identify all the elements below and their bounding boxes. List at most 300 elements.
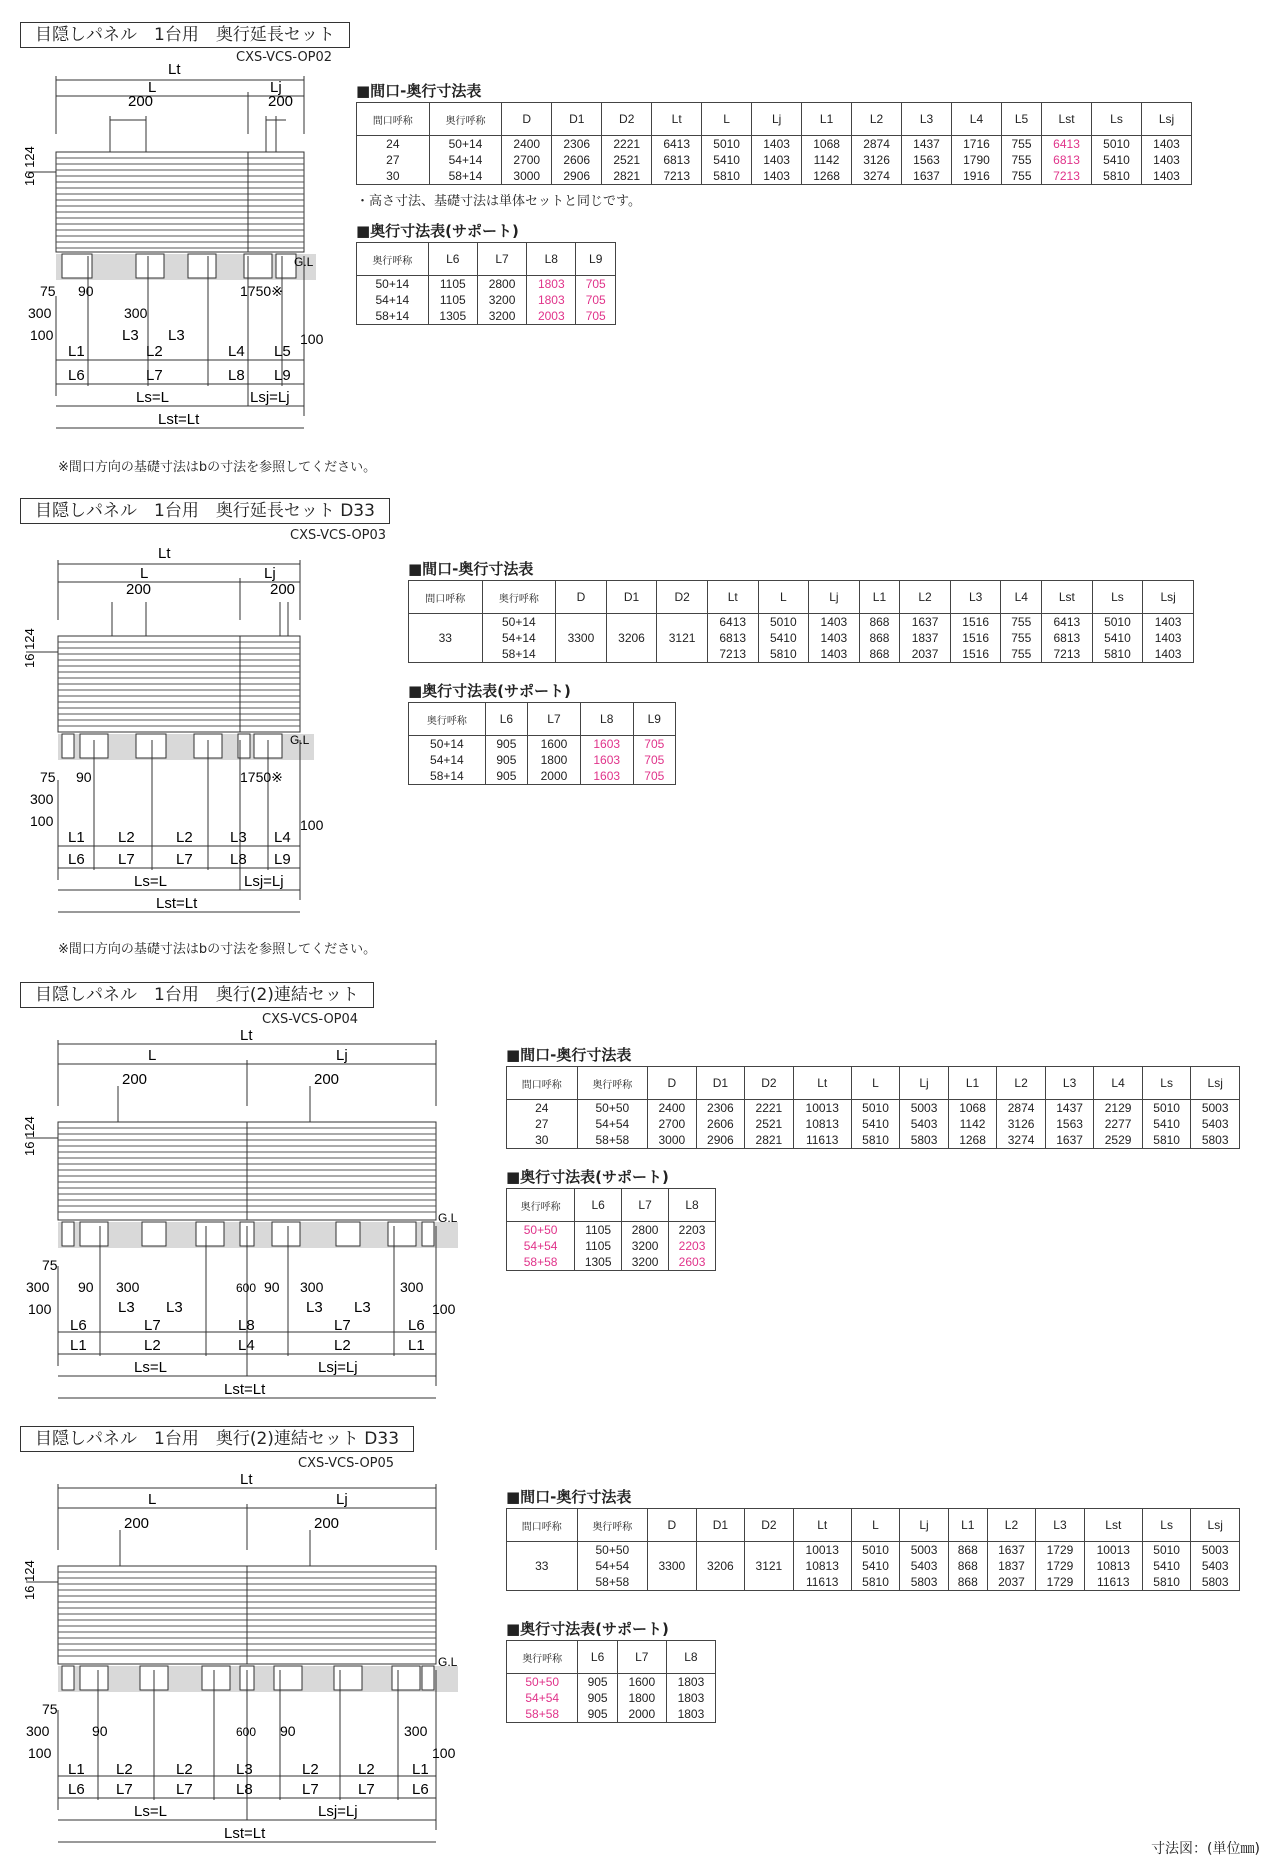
table-header-cell: L3: [902, 103, 952, 136]
dimension-label: L1: [68, 829, 85, 846]
table-row: [409, 646, 1194, 663]
section-op03: [0, 490, 1282, 960]
table-cell: 5010: [1092, 136, 1142, 153]
table-cell: 5803: [900, 1574, 949, 1591]
table-cell: 10813: [1084, 1558, 1142, 1574]
table-header-cell: L2: [997, 1067, 1046, 1100]
table-header-cell: L2: [987, 1509, 1036, 1542]
dimension-label: 200: [122, 1071, 148, 1088]
table-header-cell: D: [502, 103, 552, 136]
table-cell: 2037: [987, 1574, 1036, 1591]
table-note: ・高さ寸法、基礎寸法は単体セットと同じです。: [356, 194, 641, 209]
table-cell: 1105: [428, 276, 477, 293]
table-cell: 30: [507, 1132, 578, 1149]
table-cell: 1803: [527, 292, 576, 308]
table-cell: 5410: [1092, 152, 1142, 168]
table-header-cell: D2: [657, 581, 708, 614]
table-cell: 3274: [852, 168, 902, 185]
dimension-label: Lj: [336, 1491, 348, 1508]
table-cell: 2129: [1094, 1100, 1143, 1117]
table-cell: 10813: [793, 1116, 851, 1132]
table-cell: 2700: [648, 1116, 697, 1132]
table-cell: 1403: [1141, 152, 1191, 168]
table-cell: 905: [578, 1674, 617, 1691]
dimension-label: L3: [354, 1299, 371, 1316]
dimension-label: 200: [270, 581, 296, 598]
table-row: [507, 1238, 716, 1254]
table-header-cell: 奥行呼称: [429, 103, 502, 136]
dimension-label: L2: [302, 1761, 319, 1778]
table-header-cell: D: [556, 581, 607, 614]
table-header-cell: L6: [428, 243, 477, 276]
table-cell: 6413: [652, 136, 702, 153]
table-header-cell: D1: [606, 581, 657, 614]
table-title: ■間口-奥行寸法表: [408, 560, 534, 578]
table-cell: 2874: [852, 136, 902, 153]
dimension-label: Lsj=Lj: [244, 873, 284, 890]
table-cell: 3121: [657, 614, 708, 663]
support-table: [506, 1188, 716, 1271]
table-cell: 5810: [851, 1574, 900, 1591]
table-header-cell: 奥行呼称: [357, 243, 429, 276]
table-cell: 3126: [852, 152, 902, 168]
table-cell: 50+14: [482, 614, 556, 631]
table-cell: 2529: [1094, 1132, 1143, 1149]
support-table: [356, 242, 616, 325]
unit-note: 寸法図：(単位㎜): [1151, 1841, 1260, 1857]
table-cell: 2800: [477, 276, 526, 293]
table-cell: 24: [357, 136, 430, 153]
dimension-label: L: [148, 1047, 157, 1064]
table-cell: 5010: [1142, 1100, 1191, 1117]
dim-lj: Lj: [270, 79, 282, 96]
dimension-label: L2: [118, 829, 135, 846]
dim-lt: Lt: [168, 61, 181, 78]
dimension-label: Ls=L: [134, 873, 167, 890]
dim-200: 200: [128, 93, 154, 110]
dimension-label: 16 124: [22, 1560, 37, 1600]
table-header-cell: Lsj: [1191, 1509, 1240, 1542]
table-cell: 3200: [477, 292, 526, 308]
table-header-cell: L: [851, 1509, 900, 1542]
dimension-table: [506, 1508, 1240, 1591]
table-cell: 5410: [1092, 630, 1143, 646]
height-label: 16 124: [22, 146, 37, 186]
dimension-label: L3: [230, 829, 247, 846]
dimension-label: G.L: [290, 733, 310, 747]
table-cell: 54+54: [507, 1238, 575, 1254]
dimension-table: [356, 102, 1192, 185]
table-cell: 5810: [851, 1132, 900, 1149]
table-cell: 50+14: [357, 276, 429, 293]
table-cell: 2400: [502, 136, 552, 153]
table-cell: 1803: [666, 1706, 715, 1723]
table-cell: 1105: [575, 1238, 622, 1254]
table-cell: 58+14: [357, 308, 429, 325]
table-cell: 705: [633, 752, 675, 768]
table-cell: 5810: [702, 168, 752, 185]
table-header-cell: L8: [669, 1189, 716, 1222]
table-cell: 2000: [528, 768, 581, 785]
dimension-label: L6: [70, 1317, 87, 1334]
dimension-label: 300: [400, 1279, 424, 1295]
table-cell: 54+54: [507, 1690, 578, 1706]
dimension-label: 100: [30, 813, 54, 829]
table-cell: 3121: [745, 1542, 794, 1591]
table-title: ■奥行寸法表(サポート): [356, 222, 519, 240]
section-title: 目隠しパネル 1台用 奥行(2)連結セット: [20, 982, 374, 1008]
table-header-cell: 奥行呼称: [507, 1641, 578, 1674]
table-header-cell: L6: [578, 1641, 617, 1674]
table-cell: 5803: [1191, 1132, 1240, 1149]
dimension-label: L1: [408, 1337, 425, 1354]
table-cell: 50+14: [429, 136, 502, 153]
dimension-label: 1750※: [240, 769, 283, 785]
table-cell: 868: [948, 1558, 987, 1574]
table-cell: 5810: [758, 646, 809, 663]
table-cell: 3000: [502, 168, 552, 185]
table-cell: 2221: [745, 1100, 794, 1117]
table-header-cell: L7: [528, 703, 581, 736]
table-cell: 2906: [552, 168, 602, 185]
dimension-label: 75: [40, 769, 56, 785]
dimension-label: L4: [228, 343, 245, 360]
table-cell: 58+14: [409, 768, 486, 785]
dim-300: 300: [124, 305, 148, 321]
table-cell: 2700: [502, 152, 552, 168]
table-row: [357, 276, 616, 293]
table-cell: 3000: [648, 1132, 697, 1149]
table-cell: 1305: [428, 308, 477, 325]
table-cell: 2037: [900, 646, 951, 663]
table-header-cell: 間口呼称: [507, 1509, 578, 1542]
table-cell: 2277: [1094, 1116, 1143, 1132]
table-cell: 1637: [902, 168, 952, 185]
table-cell: 905: [485, 736, 527, 753]
table-cell: 1563: [1045, 1116, 1094, 1132]
dimension-label: 90: [280, 1723, 296, 1739]
table-header-cell: L1: [859, 581, 900, 614]
table-title: ■奥行寸法表(サポート): [506, 1168, 669, 1186]
table-cell: 5810: [1142, 1132, 1191, 1149]
table-cell: 2800: [622, 1222, 669, 1239]
table-cell: 705: [576, 276, 616, 293]
table-cell: 2221: [602, 136, 652, 153]
table-cell: 5410: [851, 1558, 900, 1574]
table-header-cell: Lsj: [1191, 1067, 1240, 1100]
table-cell: 2606: [552, 152, 602, 168]
table-header-cell: 間口呼称: [507, 1067, 578, 1100]
table-cell: 5410: [1142, 1558, 1191, 1574]
table-cell: 1268: [802, 168, 852, 185]
table-cell: 1068: [948, 1100, 997, 1117]
table-cell: 1403: [1141, 168, 1191, 185]
dimension-label: L2: [144, 1337, 161, 1354]
table-cell: 5810: [1092, 168, 1142, 185]
table-cell: 1563: [902, 152, 952, 168]
dimension-label: Lj: [336, 1047, 348, 1064]
section-title: 目隠しパネル 1台用 奥行延長セット D33: [20, 498, 390, 524]
table-row: [409, 752, 676, 768]
dimension-label: Lt: [240, 1027, 253, 1044]
table-cell: 2521: [602, 152, 652, 168]
section-op05: [0, 1420, 1282, 1872]
table-cell: 1637: [900, 614, 951, 631]
table-header-cell: L3: [1036, 1509, 1085, 1542]
table-cell: 868: [859, 630, 900, 646]
table-cell: 5403: [900, 1558, 949, 1574]
dimension-label: 300: [404, 1723, 428, 1739]
dimension-label: L3: [236, 1761, 253, 1778]
dimension-label: 90: [92, 1723, 108, 1739]
table-cell: 5810: [1142, 1574, 1191, 1591]
table-cell: 1305: [575, 1254, 622, 1271]
table-cell: 755: [1001, 646, 1042, 663]
table-cell: 54+14: [482, 630, 556, 646]
table-cell: 33: [409, 614, 483, 663]
dimension-label: L6: [68, 851, 85, 868]
table-header-cell: L8: [527, 243, 576, 276]
dimension-label: Ls=L: [134, 1803, 167, 1820]
table-row: [507, 1222, 716, 1239]
dim-75: 75: [40, 283, 56, 299]
dimension-label: 200: [124, 1515, 150, 1532]
table-cell: 1716: [952, 136, 1002, 153]
table-cell: 7213: [1042, 646, 1093, 663]
table-cell: 3300: [556, 614, 607, 663]
table-header-cell: D2: [602, 103, 652, 136]
table-header-cell: L8: [580, 703, 633, 736]
table-cell: 50+50: [577, 1100, 648, 1117]
table-header-cell: Ls: [1142, 1509, 1191, 1542]
table-title: ■間口-奥行寸法表: [356, 82, 482, 100]
table-header-cell: Lj: [809, 581, 860, 614]
table-header-cell: 奥行呼称: [577, 1067, 648, 1100]
table-cell: 868: [948, 1574, 987, 1591]
table-cell: 50+50: [507, 1222, 575, 1239]
table-header-cell: 奥行呼称: [507, 1189, 575, 1222]
dimension-label: L8: [230, 851, 247, 868]
table-cell: 58+58: [507, 1254, 575, 1271]
dimension-label: 100: [28, 1301, 52, 1317]
dim-200: 200: [268, 93, 294, 110]
dim-90: 90: [78, 283, 94, 299]
dimension-label: Lst=Lt: [158, 411, 200, 428]
table-title: ■奥行寸法表(サポート): [506, 1620, 669, 1638]
section-title: 目隠しパネル 1台用 奥行延長セット: [20, 22, 350, 48]
dimension-label: 600: [236, 1281, 257, 1295]
table-cell: 5803: [900, 1132, 949, 1149]
table-header-cell: Ls: [1092, 581, 1143, 614]
table-cell: 50+50: [577, 1542, 648, 1559]
table-header-cell: Lst: [1042, 103, 1092, 136]
table-cell: 5810: [1092, 646, 1143, 663]
table-header-cell: L3: [950, 581, 1001, 614]
table-row: [409, 768, 676, 785]
dimension-label: Lst=Lt: [224, 1825, 266, 1842]
table-header-cell: L2: [852, 103, 902, 136]
table-header-cell: L7: [622, 1189, 669, 1222]
table-header-cell: Lt: [652, 103, 702, 136]
table-cell: 2203: [669, 1238, 716, 1254]
table-cell: 2003: [527, 308, 576, 325]
table-cell: 54+14: [409, 752, 486, 768]
table-title: ■間口-奥行寸法表: [506, 1488, 632, 1506]
table-cell: 5010: [1092, 614, 1143, 631]
dimension-label: L3: [168, 327, 185, 344]
table-cell: 2606: [696, 1116, 745, 1132]
table-cell: 1516: [950, 646, 1001, 663]
table-cell: 5003: [900, 1542, 949, 1559]
table-cell: 1403: [1143, 646, 1194, 663]
dimension-label: L8: [228, 367, 245, 384]
dim-100: 100: [300, 331, 324, 347]
dimension-label: 75: [42, 1701, 58, 1717]
dimension-label: Lj: [264, 565, 276, 582]
table-cell: 755: [1001, 152, 1041, 168]
table-cell: 1068: [802, 136, 852, 153]
table-cell: 755: [1001, 630, 1042, 646]
table-cell: 7213: [652, 168, 702, 185]
dimension-label: L3: [122, 327, 139, 344]
table-cell: 54+14: [429, 152, 502, 168]
dimension-label: L1: [68, 343, 85, 360]
table-cell: 868: [859, 614, 900, 631]
table-cell: 58+14: [429, 168, 502, 185]
table-cell: 705: [576, 292, 616, 308]
support-table: [408, 702, 676, 785]
dimension-label: L3: [306, 1299, 323, 1316]
dimension-label: 300: [116, 1279, 140, 1295]
dimension-label: Lt: [240, 1471, 253, 1488]
table-header-cell: 奥行呼称: [577, 1509, 648, 1542]
table-cell: 3206: [606, 614, 657, 663]
table-cell: 1437: [902, 136, 952, 153]
table-header-cell: L2: [900, 581, 951, 614]
footnote: ※間口方向の基礎寸法はbの寸法を参照してください。: [58, 460, 377, 475]
table-cell: 5410: [851, 1116, 900, 1132]
dimension-label: 200: [314, 1071, 340, 1088]
table-header-cell: L9: [576, 243, 616, 276]
table-cell: 2906: [696, 1132, 745, 1149]
dimension-label: G.L: [438, 1655, 458, 1669]
table-cell: 5410: [1142, 1116, 1191, 1132]
table-cell: 10813: [793, 1558, 851, 1574]
table-cell: 10013: [1084, 1542, 1142, 1559]
table-header-cell: L1: [948, 1509, 987, 1542]
table-cell: 3274: [997, 1132, 1046, 1149]
dimension-label: L9: [274, 851, 291, 868]
table-cell: 3200: [622, 1238, 669, 1254]
dimension-label: L2: [146, 343, 163, 360]
table-cell: 54+54: [577, 1116, 648, 1132]
table-cell: 6813: [707, 630, 758, 646]
table-cell: 58+14: [482, 646, 556, 663]
dimension-label: 90: [264, 1279, 280, 1295]
table-cell: 11613: [793, 1574, 851, 1591]
table-cell: 6813: [652, 152, 702, 168]
table-cell: 905: [485, 752, 527, 768]
table-cell: 1603: [580, 768, 633, 785]
dimension-label: L3: [118, 1299, 135, 1316]
table-header-cell: D2: [745, 1067, 794, 1100]
table-cell: 6813: [1042, 630, 1093, 646]
dimension-label: L6: [68, 1781, 85, 1798]
table-cell: 5010: [851, 1542, 900, 1559]
table-header-cell: Ls: [1092, 103, 1142, 136]
table-cell: 5410: [758, 630, 809, 646]
dimension-table: [506, 1066, 1240, 1149]
dimension-label: L6: [412, 1781, 429, 1798]
table-cell: 27: [357, 152, 430, 168]
table-cell: 3200: [477, 308, 526, 325]
table-cell: 5403: [1191, 1116, 1240, 1132]
table-cell: 1729: [1036, 1574, 1085, 1591]
table-row: [507, 1706, 716, 1723]
table-row: [507, 1100, 1240, 1117]
dimension-label: Lsj=Lj: [318, 1359, 358, 1376]
table-cell: 10013: [793, 1100, 851, 1117]
table-cell: 905: [485, 768, 527, 785]
dim-1750: 1750※: [240, 283, 283, 299]
dimension-label: L6: [408, 1317, 425, 1334]
table-row: [357, 152, 1192, 168]
table-cell: 1403: [752, 168, 802, 185]
table-cell: 705: [633, 736, 675, 753]
table-header-cell: 奥行呼称: [482, 581, 556, 614]
table-cell: 54+14: [357, 292, 429, 308]
table-cell: 1403: [1143, 614, 1194, 631]
table-header-cell: Lst: [1084, 1509, 1142, 1542]
table-cell: 1603: [580, 752, 633, 768]
table-cell: 30: [357, 168, 430, 185]
table-cell: 58+58: [577, 1574, 648, 1591]
table-row: [357, 292, 616, 308]
table-header-cell: Lst: [1042, 581, 1093, 614]
table-cell: 1803: [666, 1674, 715, 1691]
table-cell: 6413: [707, 614, 758, 631]
table-cell: 705: [633, 768, 675, 785]
table-cell: 1603: [580, 736, 633, 753]
table-cell: 1105: [575, 1222, 622, 1239]
dimension-label: 16 124: [22, 628, 37, 668]
dimension-label: L: [140, 565, 149, 582]
table-cell: 1403: [1143, 630, 1194, 646]
table-cell: 1803: [666, 1690, 715, 1706]
dimension-label: L6: [68, 367, 85, 384]
table-header-cell: D: [648, 1067, 697, 1100]
table-header-cell: Lt: [707, 581, 758, 614]
table-cell: 54+54: [577, 1558, 648, 1574]
table-cell: 10013: [793, 1542, 851, 1559]
gl-label: G.L: [294, 255, 314, 269]
table-cell: 755: [1001, 136, 1041, 153]
table-cell: 27: [507, 1116, 578, 1132]
table-cell: 3126: [997, 1116, 1046, 1132]
model-code: CXS-VCS-OP03: [290, 528, 387, 543]
table-cell: 5010: [1142, 1542, 1191, 1559]
table-header-cell: L7: [617, 1641, 666, 1674]
dimension-diagram: [18, 1470, 468, 1870]
table-cell: 3200: [622, 1254, 669, 1271]
table-cell: 6413: [1042, 614, 1093, 631]
table-header-cell: L4: [1094, 1067, 1143, 1100]
dimension-label: L: [148, 1491, 157, 1508]
table-cell: 1142: [802, 152, 852, 168]
table-header-cell: Lsj: [1143, 581, 1194, 614]
footnote: ※間口方向の基礎寸法はbの寸法を参照してください。: [58, 942, 377, 957]
table-cell: 2306: [696, 1100, 745, 1117]
